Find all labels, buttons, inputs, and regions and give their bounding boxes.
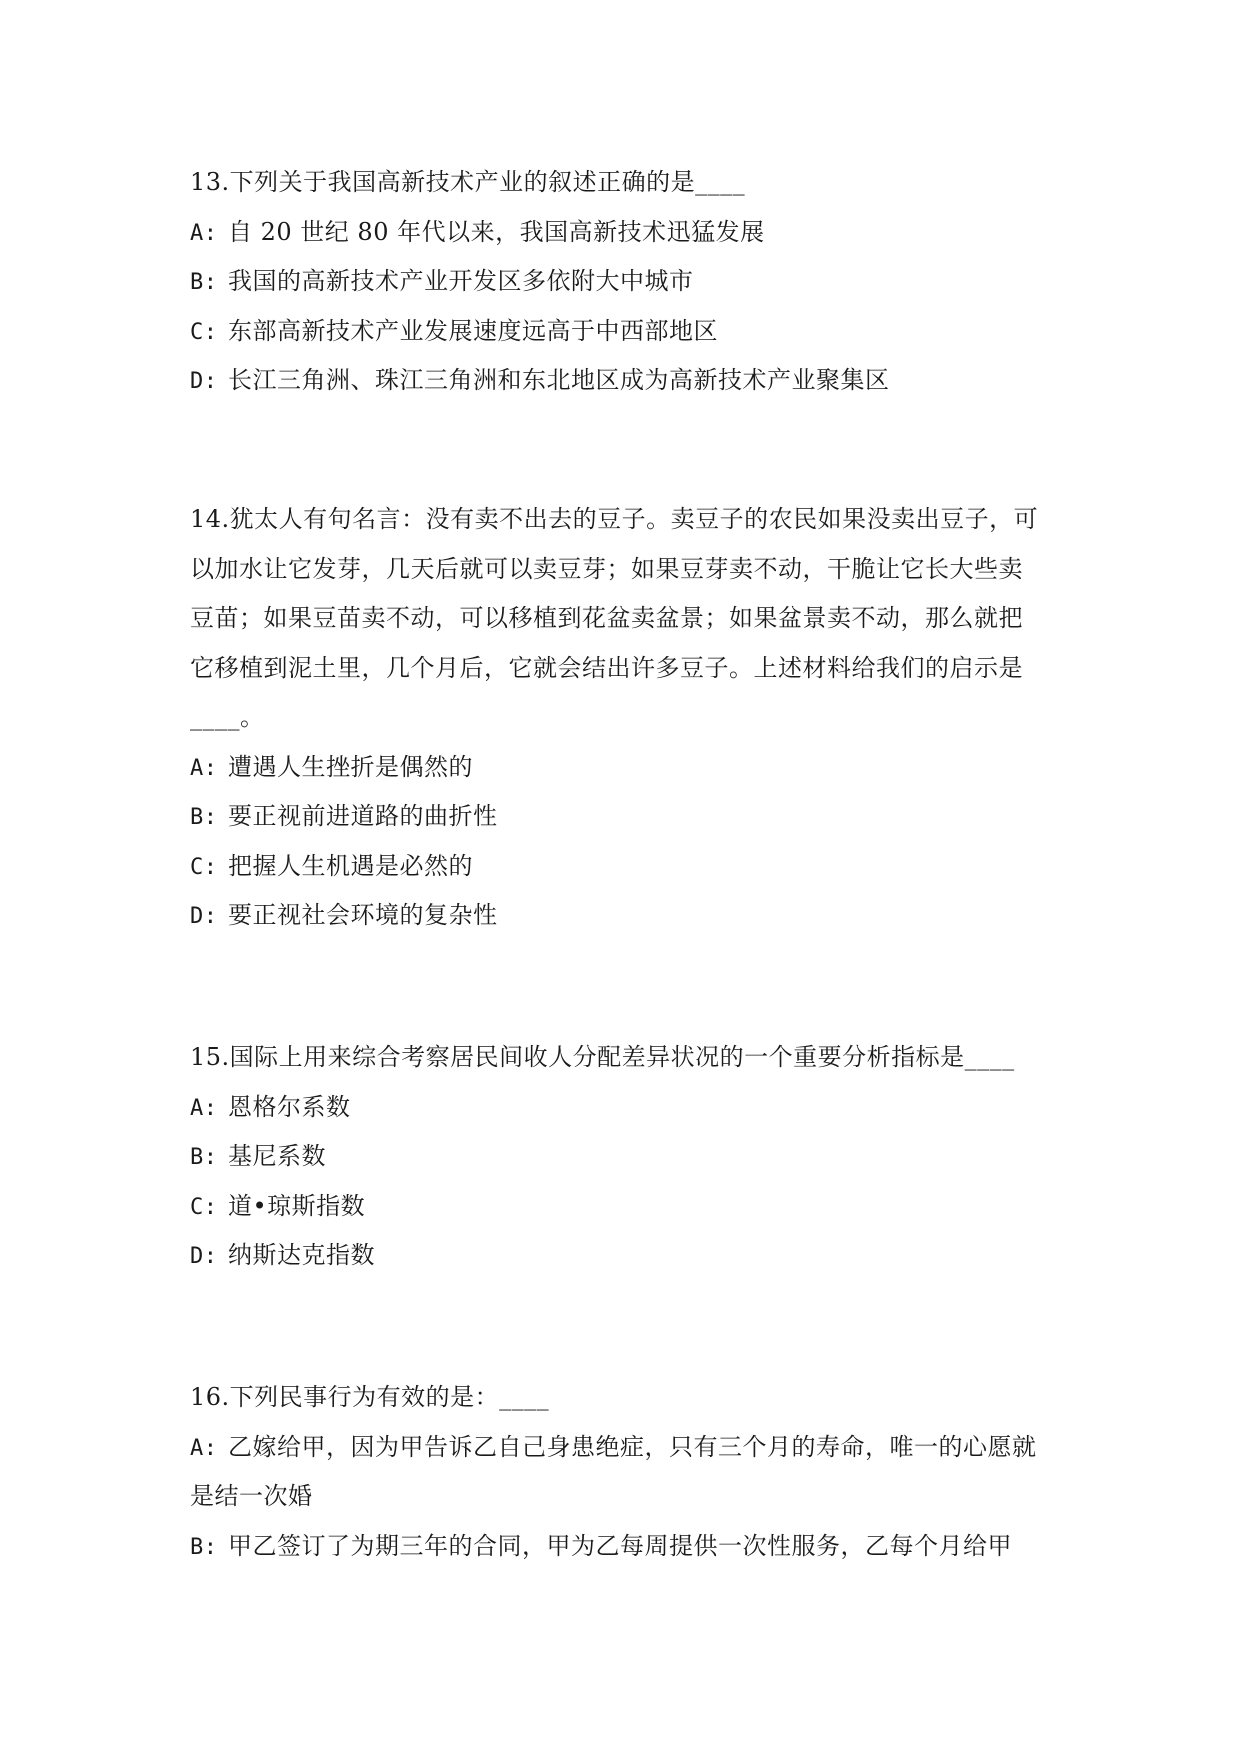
option-text: 要正视前进道路的曲折性	[228, 802, 498, 830]
option-letter: B:	[190, 805, 218, 830]
option-letter: A:	[190, 1095, 218, 1121]
option-a	[190, 1423, 1070, 1473]
option-a	[190, 208, 1070, 258]
option-d	[190, 1231, 1070, 1281]
option-c	[190, 1182, 1070, 1232]
option-letter: C:	[190, 854, 218, 880]
option-letter: D:	[190, 1244, 218, 1269]
option-letter: A:	[190, 755, 218, 781]
option-letter: B:	[190, 1145, 218, 1170]
option-text: 把握人生机遇是必然的	[228, 851, 473, 880]
option-c	[190, 842, 1070, 892]
option-a	[190, 743, 1070, 793]
question-stem-line: ____。	[190, 703, 265, 731]
question-stem-line: 它移植到泥土里，几个月后，它就会结出许多豆子。上述材料给我们的启示是	[190, 653, 1023, 682]
question-15	[190, 1033, 1070, 1281]
option-letter: C:	[190, 319, 218, 345]
question-stem-line: 豆苗；如果豆苗卖不动，可以移植到花盆卖盆景；如果盆景卖不动，那么就把	[190, 604, 1023, 632]
question-stem: 15.国际上用来综合考察居民间收人分配差异状况的一个重要分析指标是____	[190, 1043, 1015, 1071]
option-text: 我国的高新技术产业开发区多依附大中城市	[228, 267, 694, 295]
option-text: 恩格尔系数	[228, 1092, 351, 1121]
option-text: 要正视社会环境的复杂性	[228, 901, 498, 929]
option-b	[190, 1132, 1070, 1182]
option-letter: D:	[190, 904, 218, 929]
option-d	[190, 891, 1070, 941]
option-letter: A:	[190, 220, 218, 246]
option-d	[190, 356, 1070, 406]
question-13	[190, 158, 1070, 406]
option-text: 道•琼斯指数	[228, 1191, 366, 1220]
option-letter: A:	[190, 1435, 218, 1461]
option-a	[190, 1083, 1070, 1133]
question-16	[190, 1373, 1070, 1571]
option-text: 遭遇人生挫折是偶然的	[228, 752, 473, 781]
option-a-continuation: 是结一次婚	[190, 1482, 313, 1510]
question-stem-line: 以加水让它发芽，几天后就可以卖豆芽；如果豆芽卖不动，干脆让它长大些卖	[190, 554, 1023, 583]
question-14	[190, 495, 1070, 941]
option-b	[190, 257, 1070, 307]
question-stem: 13.下列关于我国高新技术产业的叙述正确的是____	[190, 168, 746, 196]
option-b	[190, 1522, 1070, 1572]
option-letter: B:	[190, 270, 218, 295]
option-letter: D:	[190, 369, 218, 394]
option-b	[190, 792, 1070, 842]
option-text: 自 20 世纪 80 年代以来，我国高新技术迅猛发展	[228, 217, 765, 246]
option-c	[190, 307, 1070, 357]
option-text: 乙嫁给甲，因为甲告诉乙自己身患绝症，只有三个月的寿命，唯一的心愿就	[228, 1432, 1037, 1461]
question-stem-line: 14.犹太人有句名言：没有卖不出去的豆子。卖豆子的农民如果没卖出豆子，可	[190, 505, 1039, 533]
option-text: 东部高新技术产业发展速度远高于中西部地区	[228, 316, 718, 345]
question-stem: 16.下列民事行为有效的是：____	[190, 1383, 550, 1411]
option-text: 纳斯达克指数	[228, 1241, 375, 1269]
option-letter: C:	[190, 1194, 218, 1220]
option-text: 甲乙签订了为期三年的合同，甲为乙每周提供一次性服务，乙每个月给甲	[228, 1531, 1012, 1560]
option-text: 长江三角洲、珠江三角洲和东北地区成为高新技术产业聚集区	[228, 366, 890, 394]
option-text: 基尼系数	[228, 1142, 326, 1170]
option-letter: B:	[190, 1534, 218, 1560]
